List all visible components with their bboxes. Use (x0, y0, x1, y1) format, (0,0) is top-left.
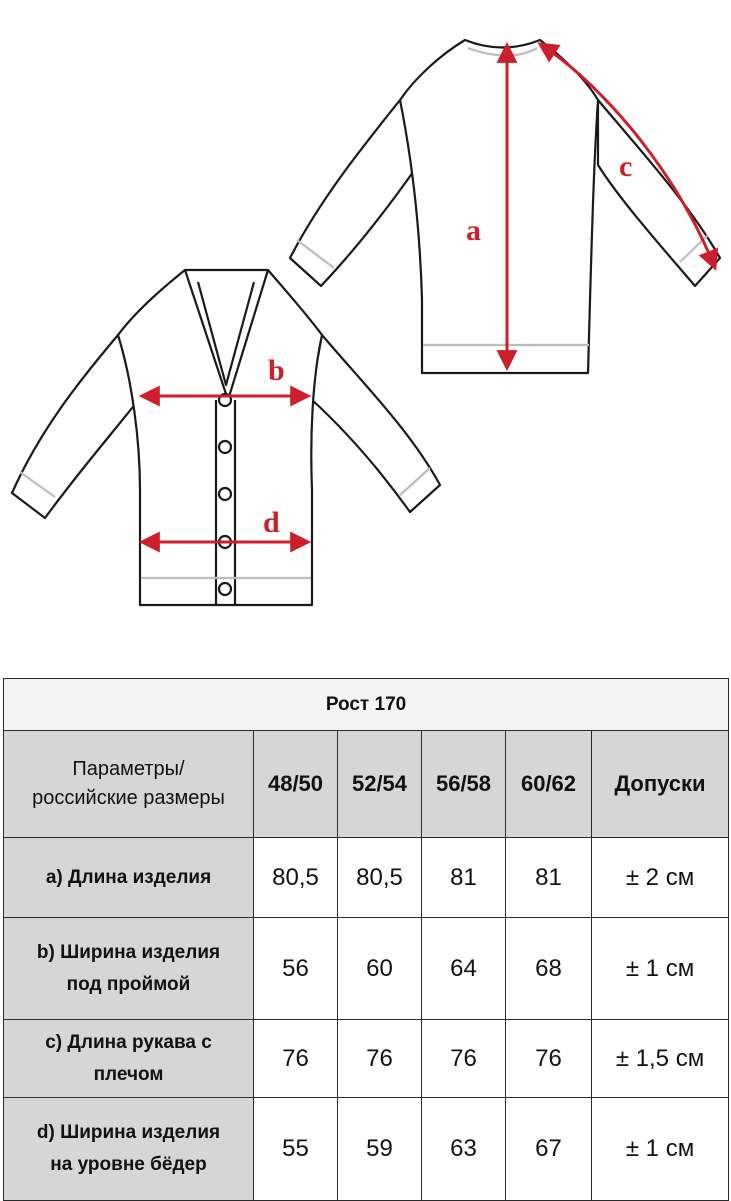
label-c: c (619, 150, 633, 183)
table-row (4, 918, 729, 1020)
header-tolerance: Допуски (592, 731, 729, 838)
value-cell: 59 (338, 1098, 422, 1201)
row-label: c) Длина рукава с плечом (4, 1020, 254, 1098)
tolerance-cell: ± 2 см (592, 838, 729, 918)
value-cell: 80,5 (254, 838, 338, 918)
tolerance-cell: ± 1 см (592, 1098, 729, 1201)
value-cell: 81 (422, 838, 506, 918)
value-cell: 67 (506, 1098, 592, 1201)
value-cell: 76 (254, 1020, 338, 1098)
value-cell: 55 (254, 1098, 338, 1201)
tolerance-cell: ± 1,5 см (592, 1020, 729, 1098)
table-row (4, 838, 729, 918)
row-label: a) Длина изделия (4, 838, 254, 918)
value-cell: 76 (422, 1020, 506, 1098)
front-view-garment (12, 270, 440, 605)
row-label: b) Ширина изделия под проймой (4, 918, 254, 1020)
value-cell: 63 (422, 1098, 506, 1201)
value-cell: 68 (506, 918, 592, 1020)
table-row (4, 1020, 729, 1098)
value-cell: 81 (506, 838, 592, 918)
tolerance-cell: ± 1 см (592, 918, 729, 1020)
row-label: d) Ширина изделия на уровне бёдер (4, 1098, 254, 1201)
value-cell: 60 (338, 918, 422, 1020)
value-cell: 56 (254, 918, 338, 1020)
label-d: d (263, 506, 280, 539)
value-cell: 64 (422, 918, 506, 1020)
header-size: 48/50 (254, 731, 338, 838)
header-size: 60/62 (506, 731, 592, 838)
label-a: a (466, 214, 481, 247)
header-size: 52/54 (338, 731, 422, 838)
size-chart-table (3, 678, 729, 1201)
label-b: b (268, 354, 285, 387)
header-size: 56/58 (422, 731, 506, 838)
back-view-garment (290, 40, 720, 373)
table-row (4, 1098, 729, 1201)
value-cell: 76 (338, 1020, 422, 1098)
value-cell: 80,5 (338, 838, 422, 918)
header-parameters: Параметры/ российские размеры (4, 731, 254, 838)
value-cell: 76 (506, 1020, 592, 1098)
table-title: Рост 170 (4, 679, 729, 731)
